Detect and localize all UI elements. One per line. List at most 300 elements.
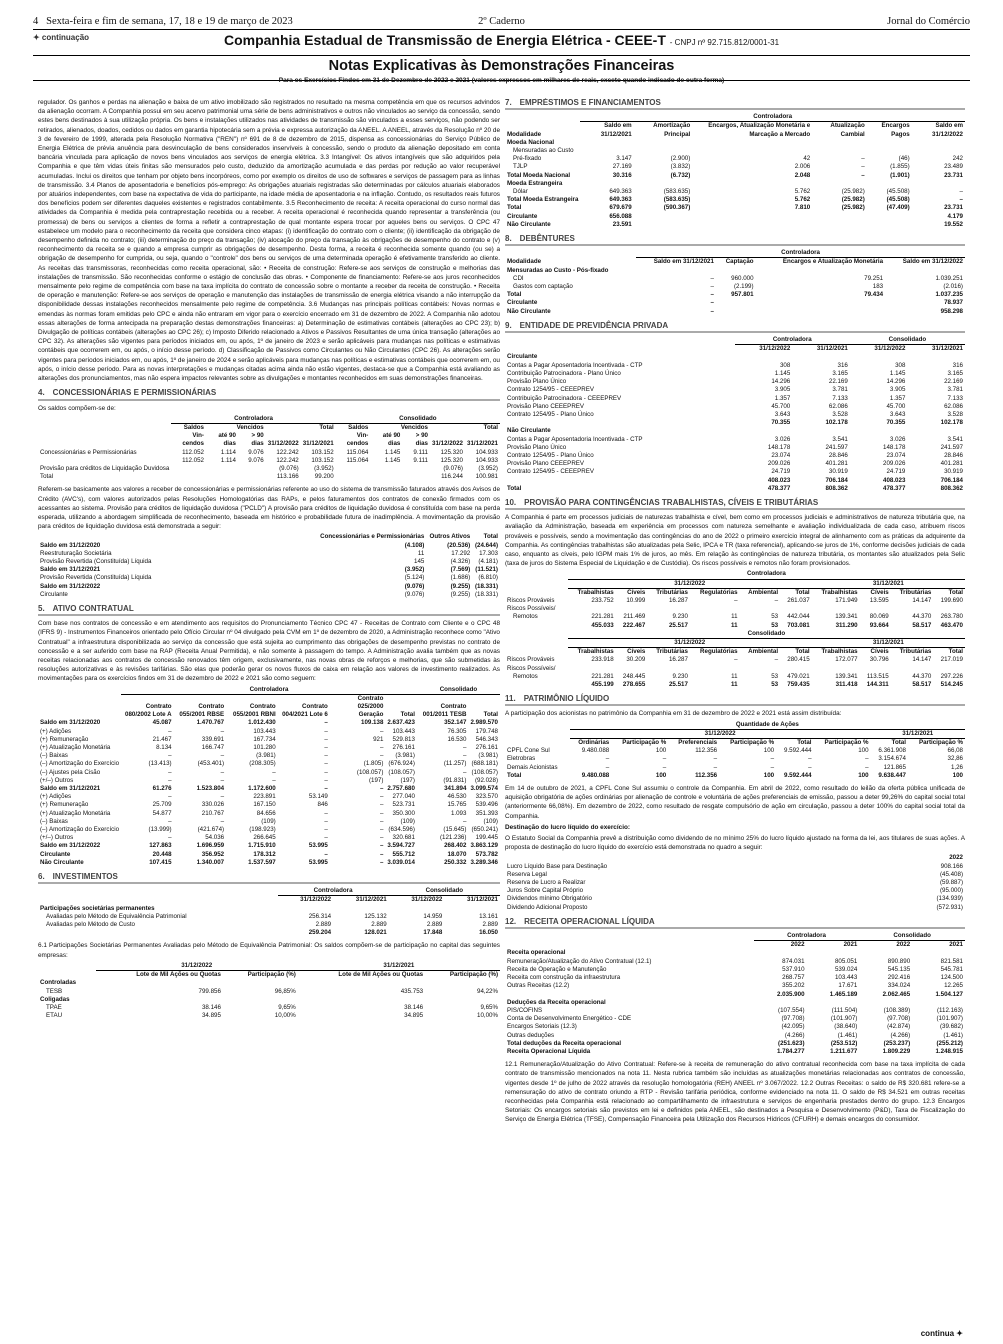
table-cell: Mensuradas ao Custo - Pós-fixado [507,266,609,274]
table-row [38,769,500,777]
table-cell: 166.747 [201,744,225,752]
table-cell: – [865,755,869,763]
table-cell: Lucro Líquido Base para Destinação [507,862,608,870]
table-cell: – [710,307,714,315]
table-cell: 261.037 [787,596,810,604]
table-cell: Gastos com captação [513,283,573,291]
table-cell: Reserva de Lucro a Realizar [507,879,586,887]
table-header-cell: Vin-cendos [182,432,204,448]
section-heading: 9. ENTIDADE DE PREVIDÊNCIA PRIVADA [505,321,965,333]
table-cell: (3.952) [404,566,425,574]
table-cell: 19.552 [944,220,963,228]
table-cell: 172.077 [835,656,858,664]
table-cell: 28.846 [828,451,848,459]
table-cell: Outras Receitas (12.2) [507,982,570,990]
table-header-cell: Atualização Cambial [830,122,865,138]
table-cell: – [220,752,225,760]
table-row [38,728,500,736]
table-cell [756,308,886,316]
table-cell: 1.037.235 [935,291,963,299]
table-header-cell: 31/12/2021 [467,896,498,904]
table-cell: (+/–) Outros [40,776,74,784]
table-cell: (95.000) [939,887,963,895]
table-row [38,851,500,859]
debentures-table [505,249,965,316]
table-cell: 70.355 [886,419,906,427]
table-header-cell: > 90 dias [415,432,428,448]
table-header-cell: Lote de Mil Ações ou Quotas [338,971,424,979]
table-cell: 30.209 [626,656,646,664]
table-cell: 148.178 [767,443,791,451]
table-row [505,656,965,664]
table-header-cell [38,971,96,980]
table-cell: – [379,858,384,866]
table-cell: 15.765 [447,801,467,809]
table-cell: – [168,834,172,842]
table-cell [238,465,266,473]
table-header-row [38,415,500,424]
receivables-table [38,415,500,482]
table-cell: 61.276 [152,785,172,793]
table-cell [867,213,912,221]
table-cell: Saldo em 31/12/2020 [40,719,101,727]
table-cell: – [808,755,812,763]
table-cell: 30.919 [828,468,848,476]
table-cell: 4.179 [947,212,963,220]
continues-label: continua ✦ [920,1329,963,1338]
table-cell: (11.257) [443,760,467,768]
left-column [38,98,500,1323]
table-row [505,622,965,630]
paragraph: A Companhia é parte em processos judiciais de naturezas trabalhista e cível, bem como em processos judiciais e administrativos de natureza tributária que, na avaliação da Administração, baseada em experiência em processos com natureza semelhante e avaliação individualizada de cada caso, atribuem riscos prováveis e possíveis, sendo a movimentação das contingências do ano de 2022 o primeiro exercício integral de alinhamento com as práticas da adquirente da Companhia. As contingências trabalhistas são atualizadas pela Selic, IPCA e TR (taxa referencial), aplicando-se juros de 1%, conforme decisões judiciais de cada caso, enquanto as cíveis, pelo IGPM mais 1% de juros, ao mês. Em relação às contingências de natureza tributária, os montantes são atualizados pela Selic (taxa de juros do Sistema Especial de Liquidação e de Custódia). Os riscos possíveis e remotos não foram provisionados. [505,514,965,568]
table-header-cell: 31/12/2021 [812,579,965,588]
table-row [505,188,965,196]
table-cell: 5.762 [794,188,811,196]
table-cell: 890.890 [887,957,911,965]
table-header-cell: Total [400,711,415,719]
table-cell: (1.805) [363,760,384,768]
table-cell: Controladas [40,979,77,987]
table-header-cell: 31/12/2022 [267,440,299,448]
participations-table [38,962,500,1020]
table-header-cell: 31/12/2021 [355,896,387,904]
table-cell: (4.266) [784,1031,805,1039]
table-cell: 121.865 [883,763,906,771]
table-header-cell: 31/12/2021 [298,962,500,971]
table-cell: (–) Amortização do Exercício [40,760,120,768]
table-header-cell: Participação % [730,739,775,747]
table-cell [505,622,568,630]
newspaper-name: Jornal do Comércio [887,16,970,27]
table-cell: 7.810 [794,204,811,212]
table-row [38,449,500,457]
table-cell: (1.461) [837,1031,858,1039]
table-cell: 3.781 [832,386,848,394]
table-row [505,665,965,673]
table-cell: 45.700 [886,402,906,410]
table-header-cell: Total [483,533,498,541]
table-row [505,895,965,903]
table-cell: 1.114 [220,448,236,456]
table-header-row [505,854,965,862]
table-row [505,982,965,990]
table-cell [756,267,886,275]
table-header-row [505,113,965,122]
table-cell: 144.311 [866,681,889,688]
table-cell: 104.933 [475,448,498,456]
table-cell: 16.287 [668,656,688,664]
table-header-cell: Participação (%) [247,971,296,979]
table-cell: (59.887) [939,879,963,887]
table-cell: (+) Atualização Monetária [40,809,111,817]
paragraph: A participação dos acionistas no patrimônio da Companhia em 31 de dezembro de 2022 e 2021 está assim distribuída: [505,710,842,718]
table-cell: 223.891 [253,793,276,801]
table-cell [812,221,867,229]
table-header-cell: Consolidado [859,932,965,941]
table-row [38,457,500,465]
table-header-cell [505,941,754,950]
table-cell: 103.443 [834,974,858,982]
table-cell: 199.690 [940,596,963,604]
table-cell [867,147,912,155]
table-cell: 280.415 [787,656,810,664]
revenue-table [505,932,965,1056]
table-cell: 242 [952,155,963,163]
table-header-cell [505,932,754,941]
table-cell: (583.635) [663,196,691,204]
table-cell: 58.517 [912,621,932,629]
table-cell: TJLP [513,163,528,171]
table-cell: 352.147 [444,719,467,727]
table-cell: – [324,768,328,776]
table-row [505,427,965,435]
table-row [505,904,965,912]
table-header-cell: Tributárias [899,648,932,656]
table-cell: 3.905 [889,386,906,394]
table-cell [580,180,633,188]
table-header-cell: Saldo em 31/12/2021 [653,258,714,266]
table-cell [206,473,238,481]
table-header-row [505,345,965,354]
table-row [38,558,500,566]
table-row [38,566,500,574]
table-cell: 233.752 [591,596,614,604]
table-header-cell [505,630,568,639]
table-cell: 125.320 [440,448,463,456]
table-cell: – [379,785,384,793]
table-cell: Total deduções da Receita operacional [507,1039,622,1047]
table-cell [692,221,812,229]
table-header-cell: Regulatórias [700,648,738,656]
table-cell: (1.901) [890,171,910,179]
table-row [505,863,965,871]
table-cell: (–) Ajustes pela Cisão [40,768,101,776]
table-cell: 28.846 [944,451,963,459]
table-cell: Reestruturação Societária [40,549,112,557]
table-cell: (–) Amortização do Exercício [40,826,120,834]
table-cell: 330.026 [201,801,225,809]
table-cell: 5.762 [794,196,811,204]
table-cell: 478.377 [767,484,791,492]
table-header-cell [505,638,568,647]
table-cell: (590.367) [663,204,691,212]
table-cell: 100 [655,771,667,779]
table-header-cell: 31/12/2021 [812,638,965,647]
table-cell: 1,26 [950,763,963,771]
table-cell: Riscos Possíveis/ [507,605,556,613]
table-cell [634,147,693,155]
table-cell: 808.362 [825,484,848,492]
table-cell [333,905,389,913]
table-row [505,139,965,147]
table-cell: 334.024 [887,982,911,990]
table-header-cell: Total [795,588,810,596]
table-row [38,583,500,591]
table-cell: 6.361.908 [878,747,906,755]
table-cell: – [324,760,328,768]
table-cell: 3.541 [832,435,848,443]
table-cell: 1.784.277 [776,1047,805,1055]
table-cell: (9.076) [443,464,463,472]
table-cell: 102.178 [940,419,963,427]
table-header-row [505,579,965,588]
table-header-cell: Trabalhistas [821,648,858,656]
table-cell: 45.700 [771,402,791,410]
table-header-row [38,962,500,971]
table-header-cell: Quantidade de Ações [570,721,965,730]
table-cell: (453.401) [197,760,225,768]
table-cell: – [272,776,276,784]
table-cell: 921 [373,735,384,743]
table-cell [859,949,912,957]
table-cell [812,605,860,613]
table-row [505,386,965,394]
table-row [505,460,965,468]
table-cell: 311.418 [835,681,858,688]
table-header-cell: Controladora [568,570,965,579]
table-cell: (38.640) [834,1023,858,1031]
table-cell: Total [507,484,522,492]
table-cell: 3.528 [832,410,848,418]
table-cell: – [734,596,738,604]
table-row [505,444,965,452]
table-header-cell: Encargos e Atualização Monetária [782,258,884,266]
table-header-cell: até 90 dias [218,432,236,448]
table-row [38,810,500,818]
table-cell: 350.300 [392,809,415,817]
table-header-cell: Saldos [348,423,369,431]
table-cell: (+) Remuneração [40,735,89,743]
table-cell: 44.370 [912,672,932,680]
table-cell: – [168,727,172,735]
table-header-cell: Trabalhistas [577,648,614,656]
table-row [38,834,500,842]
table-header-cell: Cíveis [870,648,889,656]
table-cell [278,905,334,913]
table-cell [634,221,693,229]
table-row [505,172,965,180]
table-header-row [505,122,965,139]
table-cell: 256.314 [308,912,332,920]
table-header-cell: Modalidade [507,130,542,138]
table-cell: 84.656 [256,809,276,817]
table-header-cell: Saldo em 31/12/2022 [902,258,963,266]
table-cell: (634.596) [388,826,415,834]
table-header-row [38,887,500,896]
table-cell: (47.409) [886,204,910,212]
pcld-movement-table [38,533,500,599]
table-cell: 127.863 [149,842,172,850]
table-cell: – [324,719,328,727]
table-cell: (92.028) [474,776,498,784]
paragraph-heading: Destinação do lucro líquido do exercício: [505,823,630,831]
table-cell: 44.370 [912,613,932,621]
table-cell: 112.356 [695,747,718,755]
table-row [38,473,500,481]
table-cell: 20.448 [152,850,172,858]
table-row [38,1012,500,1020]
table-cell: Receita Operacional Líquida [507,1047,591,1055]
table-cell: 17.671 [838,982,858,990]
table-cell: – [662,755,667,763]
table-cell: 463.470 [940,621,963,629]
paragraph: O Estatuto Social da Companhia prevê a distribuição como dividendo de no mínimo 25% do lucro líquido ajustado na forma da lei, aos titulares de suas ações. A proposta de destinação do lucro líquido do exercício está demonstrada no quadro a seguir: [505,835,965,852]
table-header-cell: Captação [725,258,754,266]
table-cell: Dividendos mínimo Obrigatório [507,895,592,903]
company-name: Companhia Estadual de Transmissão de Energia Elétrica - CEEE-T - CNPJ nº 92.715.812/0001-31 [223,32,780,48]
table-header-cell: 31/12/2022 [570,729,871,738]
table-header-cell: Ambiental [748,588,779,596]
table-header-cell [38,533,315,541]
table-cell [754,999,807,1007]
table-cell [692,139,812,147]
table-cell: 23.731 [944,171,963,179]
table-cell: (+) Adições [40,727,72,735]
table-cell: 100 [763,771,775,779]
table-cell: (1.461) [943,1031,963,1039]
table-cell [850,353,908,361]
table-cell [860,605,891,613]
table-row [505,764,965,772]
table-cell [580,147,633,155]
table-cell: 846 [317,801,328,809]
table-cell: Circulante [507,353,538,361]
table-cell: – [220,768,225,776]
table-header-cell: Vencidos [236,423,264,431]
table-cell: (46) [898,155,910,163]
table-cell [933,605,965,613]
table-cell: 80.069 [869,613,889,621]
table-cell [812,180,867,188]
table-header-cell: 31/12/2022 [411,896,443,904]
loans-table [505,113,965,229]
table-cell: – [168,793,172,801]
table-header-cell [505,249,636,258]
table-cell: – [379,834,384,842]
table-cell: 100.981 [475,473,498,481]
table-cell: Dividendo Adicional Proposto [507,903,588,911]
table-cell: 3.528 [947,410,963,418]
table-header-cell: Tributárias [656,588,688,596]
table-cell: 12.265 [944,982,963,990]
table-cell: 46.530 [447,793,467,801]
table-cell: Contrato 1254/95 - CEEEPREV [507,468,595,476]
table-header-cell: Vencidos [400,423,428,431]
table-cell: (109) [261,817,276,825]
table-cell: 1.145 [889,369,906,377]
table-header-cell [505,113,580,122]
table-header-cell: Contrato 055/2001 RBSE [179,703,225,719]
table-cell: 103.443 [253,727,276,735]
table-cell: Remuneração/Atualização do Ativo Contratual (12.1) [507,957,652,965]
table-header-cell: Contrato 025/2000 Geração [357,694,384,719]
paragraph: Em 14 de outubro de 2021, a CPFL Cone Sul assumiu o controle da Companhia. Em abril de 2022, como resultado do leilão da oferta pública unificada de aquisição obrigatória de ações ordinárias por alienação de controle e voluntária de ações preferenciais de emissão, passou a deter 99,26% do capital social total (anteriormente 66,08%). Em dezembro de 2022, como resultado de resgate compulsório de ação em circulação, passou a deter 100% do capital social total da Companhia. [505,785,965,820]
table-cell: (4.266) [890,1031,911,1039]
table-cell [647,665,690,673]
table-cell [740,665,781,673]
section-heading: 7. EMPRÉSTIMOS E FINANCIAMENTOS [505,98,965,110]
table-cell: 706.184 [825,476,848,484]
table-cell: Remotos [513,613,538,621]
table-cell: (3.952) [478,464,498,472]
table-cell: 1.715.910 [248,842,276,850]
table-cell [812,147,867,155]
table-row [505,681,965,689]
table-cell: 316 [952,361,963,369]
table-cell: 112.052 [182,456,204,464]
table-cell: Contrato 1254/95 - CEEEPREV [507,386,595,394]
table-row [505,477,965,485]
table-cell: (9.076) [279,464,299,472]
table-cell: 32,86 [947,755,963,763]
table-cell: Não Circulante [507,220,551,228]
table-header-row [38,423,500,432]
table-row [505,403,965,411]
table-cell [867,180,912,188]
table-cell: Remotos [513,672,538,680]
table-cell: 1.523.804 [196,785,225,793]
table-cell [912,180,965,188]
table-header-cell: Total [891,739,906,747]
table-cell: 23.074 [886,451,906,459]
table-row [505,221,965,229]
table-cell: Contrato 1254/95 - Plano Único [507,451,594,459]
contract-asset-table [38,686,500,867]
table-cell: 3.154.674 [878,755,906,763]
table-cell [690,605,740,613]
table-cell [370,465,402,473]
table-cell [716,308,756,316]
table-header-row [505,739,965,748]
table-cell: (13.413) [148,760,172,768]
table-cell: 139.341 [835,672,858,680]
table-header-cell: Encargos, Atualização Monetária e Marcação a Mercado [708,122,811,138]
table-cell: Contas a Pagar Aposentadoria Incentivada - CTP [507,435,643,443]
table-cell: 178.312 [253,850,276,858]
table-cell: (134.939) [936,895,963,903]
table-cell: 9.076 [248,456,264,464]
paragraph: Referem-se basicamente aos valores a receber de concessionárias e permissionárias referente ao uso do sistema de transmissão faturados através dos Avisos de Crédito (AVC's), com valores autorizados pelas Resoluções Homologatórias das RAPs, e pelos faturamentos dos contratos de conexão firmados com os acessantes ao sistema. Provisão para créditos de liquidação duvidosa ("PCLD") A provisão para créditos de liquidação duvidosa é constituída com base na perda esperada, utilizando a abordagem simplificada de reconhecimento, baseada em histórico e probabilidade futura de inadimplência. A movimentação da provisão para créditos de liquidação duvidosa está demonstrada a seguir: [38,486,500,531]
table-header-cell: Controladora [754,932,860,941]
table-cell: 124.500 [940,974,963,982]
table-cell: (3.952) [314,464,334,472]
table-cell: 408.023 [767,476,791,484]
table-row [38,574,500,582]
table-cell: 2.889 [482,921,498,929]
table-row [38,760,500,768]
table-cell: Provisão Revertida (Constituída) Líquida [40,557,152,565]
table-cell: Receita operacional [507,949,566,957]
